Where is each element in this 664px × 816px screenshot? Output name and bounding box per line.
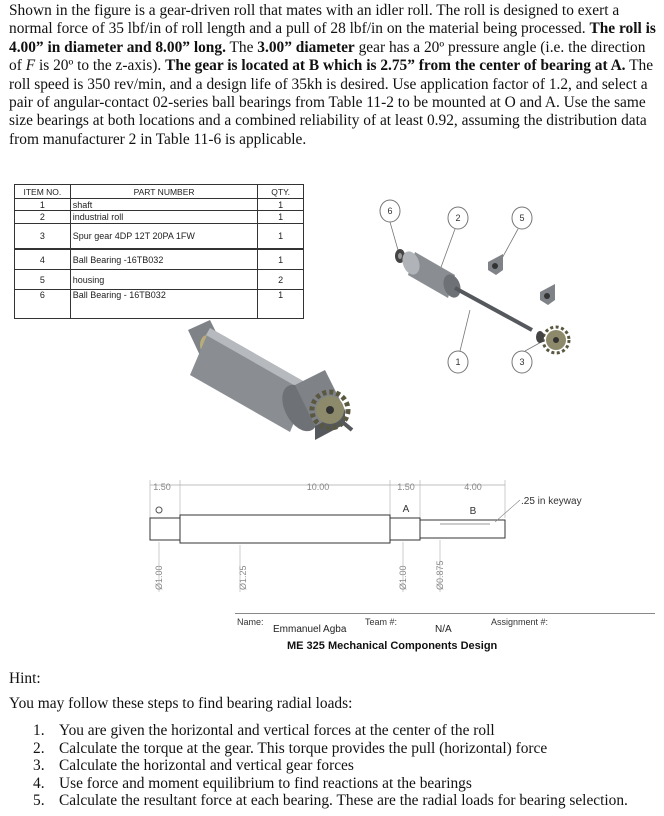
balloon-6 [380, 200, 400, 250]
exploded-housing-bottom [540, 284, 555, 305]
dim-1-50-left: 1.50 [153, 482, 171, 492]
balloon-5 [500, 207, 532, 262]
point-b-label: B [469, 506, 477, 517]
bom-part: Spur gear 4DP 12T 20PA 1FW [70, 224, 258, 250]
bom-part: shaft [70, 199, 258, 211]
svg-text:2: 2 [455, 213, 461, 223]
bom-header-qty: QTY. [258, 185, 304, 199]
hint-step: 1. You are given the horizontal and vertical forces at the center of the roll [33, 722, 495, 739]
bom-item: 5 [15, 270, 71, 290]
bom-item: 1 [15, 199, 71, 211]
problem-text-4: is 20º to the z-axis). [38, 57, 162, 75]
engineering-drawing [0, 180, 664, 620]
exploded-roll [399, 249, 463, 300]
bom-item: 4 [15, 249, 71, 270]
hint-step: 3. Calculate the horizontal and vertical gear forces [33, 757, 354, 775]
diameter-left: Ø1.00 [154, 565, 164, 590]
dim-1-50-right: 1.50 [397, 482, 415, 492]
balloon-2 [440, 207, 468, 270]
bom-part: housing [70, 270, 258, 290]
svg-text:5: 5 [519, 213, 525, 223]
bom-qty: 1 [258, 290, 304, 319]
assignment-label: Assignment #: [491, 617, 549, 627]
bom-part: Ball Bearing -16TB032 [70, 249, 258, 270]
exploded-bearing-4 [536, 331, 544, 343]
team-value: N/A [435, 624, 452, 635]
problem-bold-roll: The roll is 4.00” in diameter and 8.00” long. [9, 20, 656, 56]
dim-10-00: 10.00 [306, 482, 330, 492]
balloon-1 [448, 310, 470, 373]
team-label: Team #: [365, 617, 398, 627]
bom-item: 2 [15, 211, 71, 224]
hint-title: Hint: [9, 670, 41, 687]
bom-header-item: ITEM NO. [15, 185, 71, 199]
diameter-roll: Ø1.25 [238, 565, 248, 590]
point-a-label: A [402, 504, 410, 515]
problem-statement [9, 2, 657, 149]
dim-4-00: 4.00 [464, 482, 482, 492]
exploded-gear [543, 327, 569, 353]
name-label: Name: [237, 617, 264, 627]
keyway-note: .25 in keyway [521, 496, 582, 507]
bom-qty: 1 [258, 224, 304, 250]
problem-text-5: The roll speed is 350 rev/min, and a design life of 35kh is desired. Use application factor of 1.2, and select a pair of angular-contact 02-series ball bearings from Table 11-2 to be mounted at O and A. Use the same size bearings at both locations and a combined reliability of at least 0.92, assuming the distribution data from manufacturer 2 in Table 11-6 is applicable. [9, 57, 654, 148]
problem-bold-gear-diameter: 3.00” diameter [257, 38, 355, 56]
bom-part: Ball Bearing - 16TB032 [70, 290, 258, 319]
shaft-drawing [148, 480, 582, 592]
bom-item: 6 [15, 290, 71, 319]
bom-qty: 1 [258, 249, 304, 270]
bom-part: industrial roll [70, 211, 258, 224]
diameter-gear-end: Ø0.875 [435, 560, 445, 590]
problem-text-1: Shown in the figure is a gear-driven roll that mates with an idler roll. The roll is designed to exert a normal force of 35 lbf/in of roll length and a pull of 28 lbf/in on the material being processed. [9, 2, 620, 38]
diameter-right: Ø1.00 [398, 565, 408, 590]
bom-qty: 1 [258, 211, 304, 224]
problem-text-3: gear has a 20º pressure angle (i.e. the direction of [9, 38, 646, 75]
problem-bold-gear-location: The gear is located at B which is 2.75” from the center of bearing at A. [165, 57, 626, 75]
svg-text:1: 1 [455, 357, 461, 367]
hint-step: 2. Calculate the torque at the gear. This torque provides the pull (horizontal) force [33, 739, 548, 757]
hint-steps [33, 722, 628, 810]
problem-force-symbol: F [25, 57, 36, 75]
point-o-marker [156, 507, 162, 513]
balloon-group [380, 200, 545, 373]
hint-step: 4. Use force and moment equilibrium to find reactions at the bearings [33, 774, 472, 792]
bom-qty: 2 [258, 270, 304, 290]
problem-text-2: The [229, 38, 254, 56]
bom-item: 3 [15, 224, 71, 250]
svg-text:3: 3 [519, 357, 525, 367]
exploded-housing-top [488, 254, 503, 275]
hint-intro: You may follow these steps to find bearing radial loads: [9, 695, 353, 712]
bom-header-part: PART NUMBER [70, 185, 258, 199]
title-block [235, 613, 655, 664]
svg-text:6: 6 [387, 206, 393, 216]
point-o-label: O [147, 502, 149, 503]
hint-step: 5. Calculate the resultant force at each bearing. These are the radial loads for bearing selection. [33, 792, 628, 810]
assembly-view [188, 320, 352, 440]
bom-qty: 1 [258, 199, 304, 211]
balloon-3 [512, 340, 545, 373]
name-value: Emmanuel Agba [273, 624, 347, 635]
course-title: ME 325 Mechanical Components Design [287, 640, 498, 652]
